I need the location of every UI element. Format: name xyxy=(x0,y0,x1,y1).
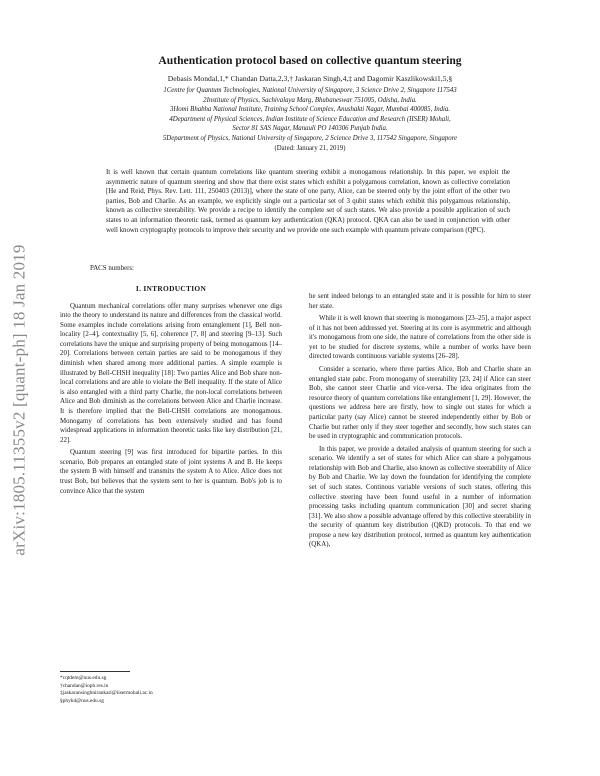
date-line: (Dated: January 21, 2019) xyxy=(274,144,346,152)
paper-title: Authentication protocol based on collective quantum steering xyxy=(158,54,462,67)
arxiv-stamp-text: arXiv:1805.11355v2 [quant-ph] 18 Jan 2019 xyxy=(10,244,30,556)
footnote: ‡jaskaransinghnirankari@iisermohali.ac.in xyxy=(60,690,153,697)
body-paragraph: Consider a scenario, where three parties Alice, Bob and Charlie share an entangled state ρabc. From monogamy of steerability [23, 24] if Alice can steer Bob, she cannot steer Charlie and vice-versa. The idea originates from the resource theory of quantum correlations like entanglement [1, 29]. However, the questions we address here are firstly, how to single out states for which a particular party (say Alice) cannot be steered independently either by Bob or Charlie but rather only if they steer together and secondly, how such states can be used in cryptographic and communication protocols. xyxy=(309,366,531,441)
affiliation-line: Sector 81 SAS Nagar, Manauli PO 140306 Punjab India. xyxy=(232,125,388,133)
affiliation-line: 3Homi Bhabha National Institute, Training School Complex, Anushakti Nagar, Mumbai 400085, India. xyxy=(169,106,451,114)
arxiv-stamp xyxy=(0,200,40,600)
footnote-rule xyxy=(60,671,130,672)
affiliations xyxy=(60,86,560,153)
footnotes xyxy=(60,671,282,705)
section-heading: I. INTRODUCTION xyxy=(135,284,207,293)
footnote: *cqtdem@nus.edu.sg xyxy=(60,675,107,681)
affiliation-line: 1Centre for Quantum Technologies, National University of Singapore, 3 Science Drive 2, Singapore 117543 xyxy=(163,87,457,94)
affiliation-line: 5Department of Physics, National University of Singapore, 2 Science Drive 3, 117542 Singapore, Singapore xyxy=(162,134,458,142)
left-column xyxy=(60,284,282,496)
body-paragraph: Quantum mechanical correlations offer many surprises whenever one digs into the theory to understand its nature and differences from the classical world. Some examples include correlations arising from entanglement [1], Bell non-locality [2–4], contextuality [5, 6], coherence [7, 8] and steering [9–13]. Such correlations have the unique and surprising property of being monogamous [14–20]. Correlations between certain parties are said to be monogamous if they diminish when shared among more additional parties. A simple example is illustrated by Bell-CHSH inequality [18]: Two parties Alice and Bob share non-local correlations and are able to violate the Bell inequality. If the state of Alice is also entangled with a third party Charlie, the non-local correlations between Alice and Bob diminish as the correlations between Alice and Charlie increase. It is therefore implied that the Bell-CHSH correlations are monogamous. Monogamy of correlations has been extensively studied and has found widespread applications in information theoretic tasks like key distribution [21, 22]. xyxy=(60,302,282,444)
body-paragraph: In this paper, we provide a detailed analysis of quantum steering for such a scenario. We identify a set of states for which Alice can share a polygamous relationship with Bob and Charlie, also known as collective steerability of Alice by Bob and Charlie. We lay down the foundation for identifying the complete set of such states. Continous variable versions of such states, offering this collective steering have been found useful in a number of information processing tasks including quantum communication [30] and secret sharing [31]. We also show a possible advantage offered by this collective steerability in the security of quantum key distribution (QKD) protocols. To that end we propose a new key distribution protocol, termed as quantum key authentication (QKA), xyxy=(309,445,531,549)
abstract: It is well known that certain quantum correlations like quantum steering exhibit a monogamous relationship. In this paper, we exploit the asymmetric nature of quantum steering and show that there exist states which exhibit a polygamous correlation, known as collective correlation [He and Reid, Phys. Rev. Lett. 111, 250403 (2013)], where the state of one party, Alice, can be steered only by the joint effort of the other two parties, Bob and Charlie. As an example, we explicitly single out a particular set of 3 qubit states which exhibit this polygamous relationship, known as collective steerability. We provide a recipe to identify the complete set of such states. We also provide a possible application of such states to an information theoretic task, termed as quantum key authentication (QKA) protocol. QKA can also be used in conjunction with other well known cryptography protocols to improve their security and we provide one such example with quantum private comparison (QPC). xyxy=(106,169,510,234)
body-paragraph: he sent indeed belongs to an entangled state and it is possible for him to steer her state. xyxy=(309,293,531,310)
body-paragraph: While it is well known that steering is monogamous [23–25], a major aspect of it has not been addressed yet. Steering at its core is asymmetric and although it's monogamous from one side, the nature of correlations from the other side is yet to be studied for discrete systems, while a number of works have been directed towards continuous variable systems [26–28]. xyxy=(309,315,531,361)
footnote: †chandan@iopb.res.in xyxy=(60,682,109,689)
right-column xyxy=(309,292,531,550)
author-list: Debasis Mondal,1,* Chandan Datta,2,3,† Jaskaran Singh,4,‡ and Dagomir Kaszlikowski1,5,§ xyxy=(167,74,453,83)
affiliation-line: 4Department of Physical Sciences, Indian Institute of Science Education and Research (IISER) Mohali, xyxy=(169,115,451,123)
body-paragraph: Quantum steering [9] was first introduced for bipartite parties. In this scenario, Bob prepares an entangled state of joint systems A and B. He keeps the system B with himself and transmits the system A to Alice. Alice does not trust Bob, but believes that the system sent to her is quantum. Bob's job is to convince Alice that the system xyxy=(60,449,282,495)
footnote: §phykd@nus.edu.sg xyxy=(60,697,104,704)
pacs-numbers: PACS numbers: xyxy=(90,265,134,272)
affiliation-line: 2Institute of Physics, Sachivalaya Marg, Bhubaneswar 751005, Odisha, India. xyxy=(203,96,417,104)
